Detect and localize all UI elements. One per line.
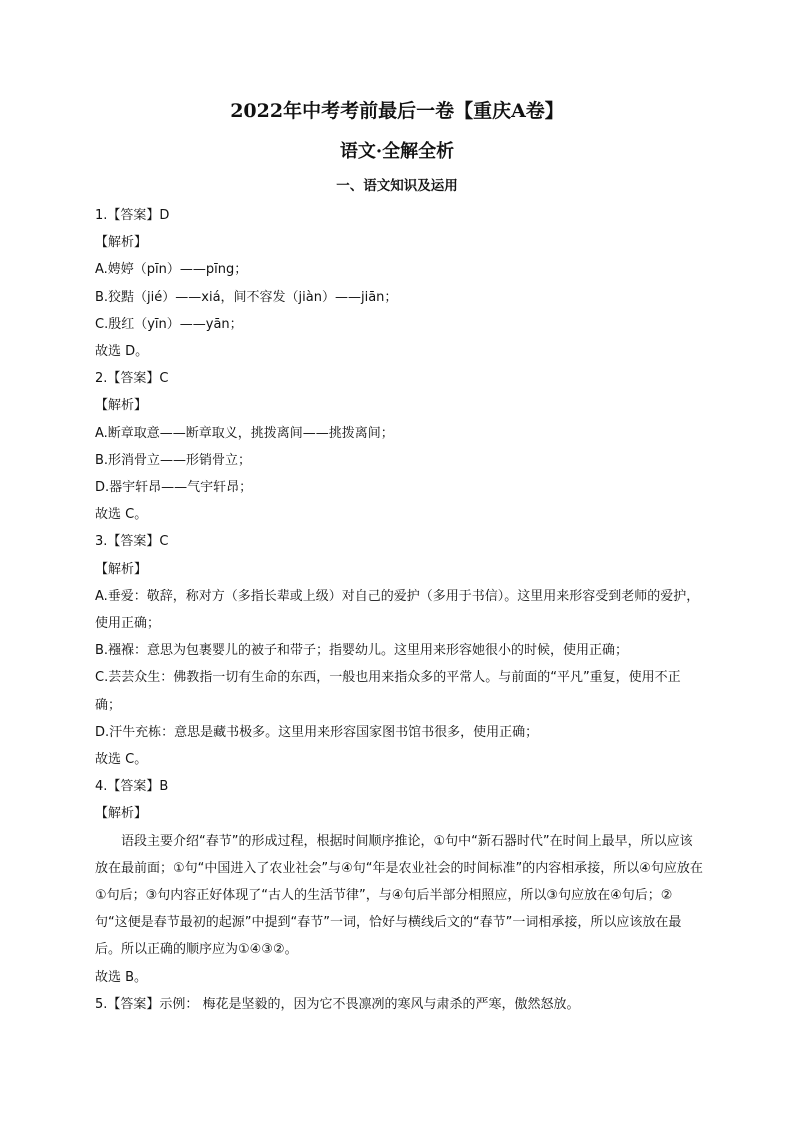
analysis-line: C.殷红（yīn）——yān； bbox=[95, 316, 243, 332]
answer-line-q4: 4.【答案】B bbox=[95, 779, 169, 795]
analysis-heading-q3: 【解析】 bbox=[95, 561, 148, 577]
analysis-line: A.娉婷（pīn）——pīng； bbox=[95, 262, 248, 278]
conclusion-line: 故选 D。 bbox=[95, 344, 149, 360]
section-heading: 一、语文知识及运用 bbox=[336, 178, 458, 194]
analysis-paragraph: D.汗牛充栋：意思是藏书极多。这里用来形容国家图书馆书很多，使用正确； bbox=[95, 724, 539, 740]
answer-line-q2: 2.【答案】C bbox=[95, 371, 169, 387]
analysis-heading-q2: 【解析】 bbox=[95, 398, 148, 414]
analysis-paragraph: A.垂爱：敬辞，称对方（多指长辈或上级）对自己的爱护（多用于书信）。这里用来形容受到老师的爱护，使用正确； bbox=[95, 588, 700, 632]
conclusion-line: 故选 B。 bbox=[95, 969, 148, 985]
analysis-paragraph: 语段主要介绍“春节”的形成过程，根据时间顺序推论，①句中“新石器时代”在时间上最早，所以应该放在最前面；①句“中国进入了农业社会”与④句“年是农业社会的时间标准”的内容相承接，所以④句应放在①句后；③句内容正好体现了“古人的生活节律”，与④句后半部分相照应，所以③句应放在④句后；②句“这便是春节最初的起源”中提到“春节”一词，恰好与横线后文的“春节”一词相承接，所以应该放在最后。所以正确的顺序应为①④③②。 bbox=[95, 833, 703, 958]
analysis-paragraph: B.襁褓：意思为包裹婴儿的被子和带子；指婴幼儿。这里用来形容她很小的时候，使用正确； bbox=[95, 643, 629, 659]
analysis-line: B.形消骨立——形销骨立； bbox=[95, 452, 252, 468]
analysis-line: B.狡黠（jié）——xiá，间不容发（jiàn）——jiān； bbox=[95, 289, 398, 305]
document-body bbox=[95, 202, 705, 1018]
conclusion-line: 故选 C。 bbox=[95, 507, 148, 523]
answer-line-q5: 5.【答案】示例： 梅花是坚毅的，因为它不畏凛冽的寒风与肃杀的严寒，傲然怒放。 bbox=[95, 996, 580, 1012]
analysis-paragraph: C.芸芸众生：佛教指一切有生命的东西，一般也用来指众多的平常人。与前面的“平凡”重复，使用不正确； bbox=[95, 670, 681, 713]
analysis-line: D.器宇轩昂——气宇轩昂； bbox=[95, 480, 253, 496]
answer-line-q3: 3.【答案】C bbox=[95, 534, 169, 550]
conclusion-line: 故选 C。 bbox=[95, 752, 148, 768]
document-title: 2022年中考考前最后一卷【重庆A卷】 bbox=[230, 100, 564, 122]
analysis-heading-q1: 【解析】 bbox=[95, 235, 148, 251]
analysis-heading-q4: 【解析】 bbox=[95, 806, 148, 822]
document-subtitle: 语文·全解全析 bbox=[339, 141, 455, 162]
answer-line-q1: 1.【答案】D bbox=[95, 208, 170, 223]
analysis-line: A.断章取意——断章取义，挑拨离间——挑拨离间； bbox=[95, 425, 394, 441]
